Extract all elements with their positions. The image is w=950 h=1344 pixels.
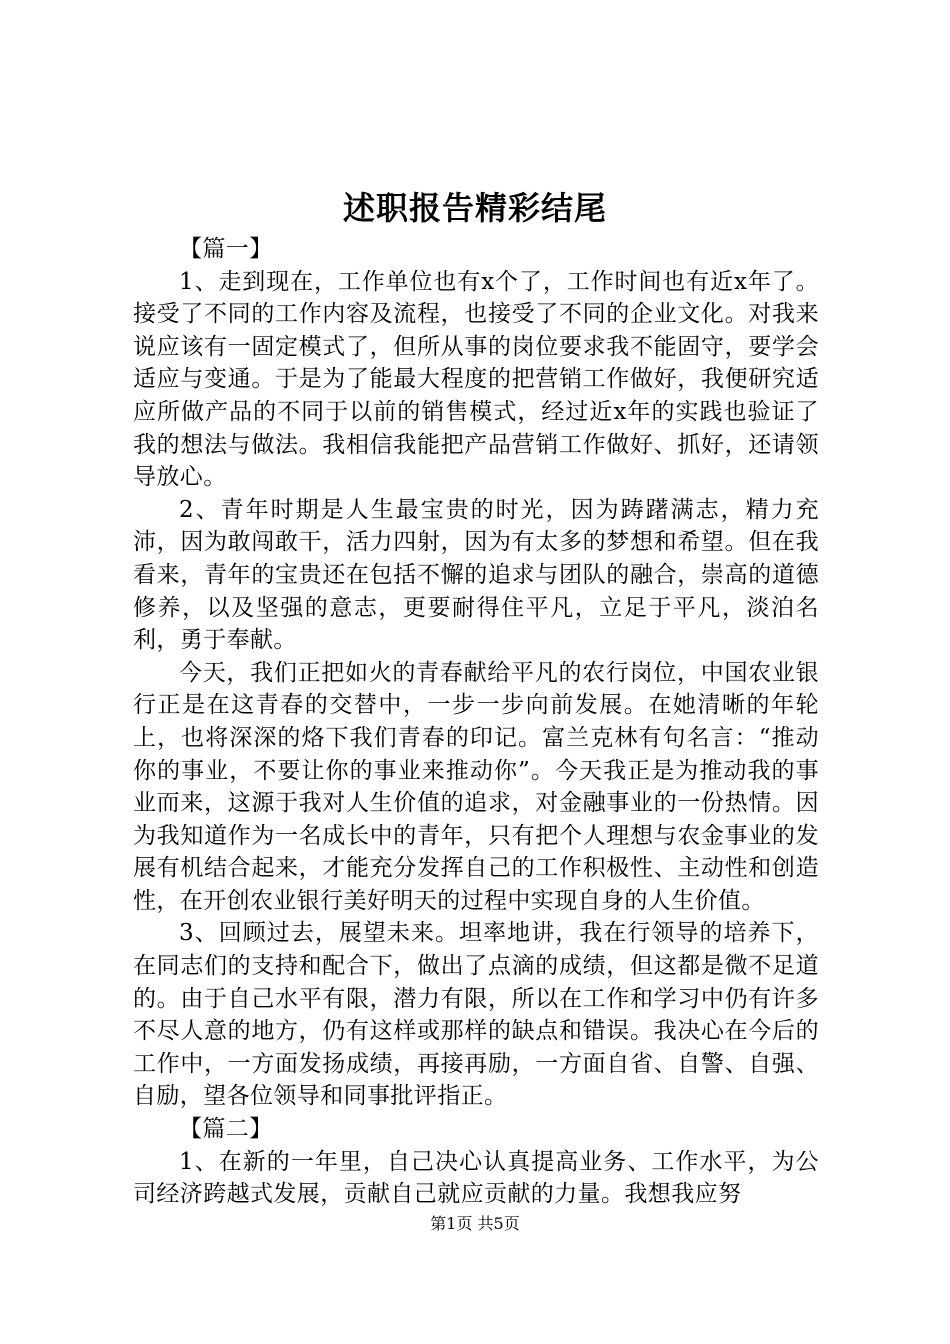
section-heading-2: 【篇二】 (179, 1116, 273, 1143)
paragraph: 1、走到现在，工作单位也有x个了，工作时间也有近x年了。接受了不同的工作内容及流程，也接受了不同的企业文化。对我来说应该有一固定模式了，但所从事的岗位要求我不能固守，要学会适应与变通。于是为了能最大程度的把营销工作做好，我便研究适应所做产品的不同于以前的销售模式，经过近x年的实践也验证了我的想法与做法。我相信我能把产品营销工作做好、抓好，还请领导放心。 (133, 268, 819, 491)
paragraph: 2、青年时期是人生最宝贵的时光，因为踌躇满志，精力充沛，因为敢闯敢干，活力四射，因为有太多的梦想和希望。但在我看来，青年的宝贵还在包括不懈的追求与团队的融合，崇高的道德修养，以及坚强的意志，更要耐得住平凡，立足于平凡，淡泊名利，勇于奉献。 (133, 496, 819, 654)
page-footer: 第1页 共5页 (430, 1214, 520, 1233)
document-title: 述职报告精彩结尾 (342, 189, 607, 227)
paragraph: 今天，我们正把如火的青春献给平凡的农行岗位，中国农业银行正是在这青春的交替中，一步一步向前发展。在她清晰的年轮上，也将深深的烙下我们青春的印记。富兰克林有句名言：“推动你的事业，不要让你的事业来推动你”。今天我正是为推动我的事业而来，这源于我对人生价值的追求，对金融事业的一份热情。因为我知道作为一名成长中的青年，只有把个人理想与农金事业的发展有机结合起来，才能充分发挥自己的工作积极性、主动性和创造性，在开创农业银行美好明天的过程中实现自身的人生价值。 (133, 659, 819, 914)
section-heading-1: 【篇一】 (179, 236, 273, 262)
document-body (133, 233, 819, 1211)
paragraph: 1、在新的一年里，自己决心认真提高业务、工作水平，为公司经济跨越式发展，贡献自己就应贡献的力量。我想我应努 (133, 1148, 819, 1208)
paragraph: 3、回顾过去，展望未来。坦率地讲，我在行领导的培养下，在同志们的支持和配合下，做出了点滴的成绩，但这都是微不足道的。由于自己水平有限，潜力有限，所以在工作和学习中仍有许多不尽人意的地方，仍有这样或那样的缺点和错误。我决心在今后的工作中，一方面发扬成绩，再接再励，一方面自省、自警、自强、自励，望各位领导和同事批评指正。 (133, 920, 819, 1110)
